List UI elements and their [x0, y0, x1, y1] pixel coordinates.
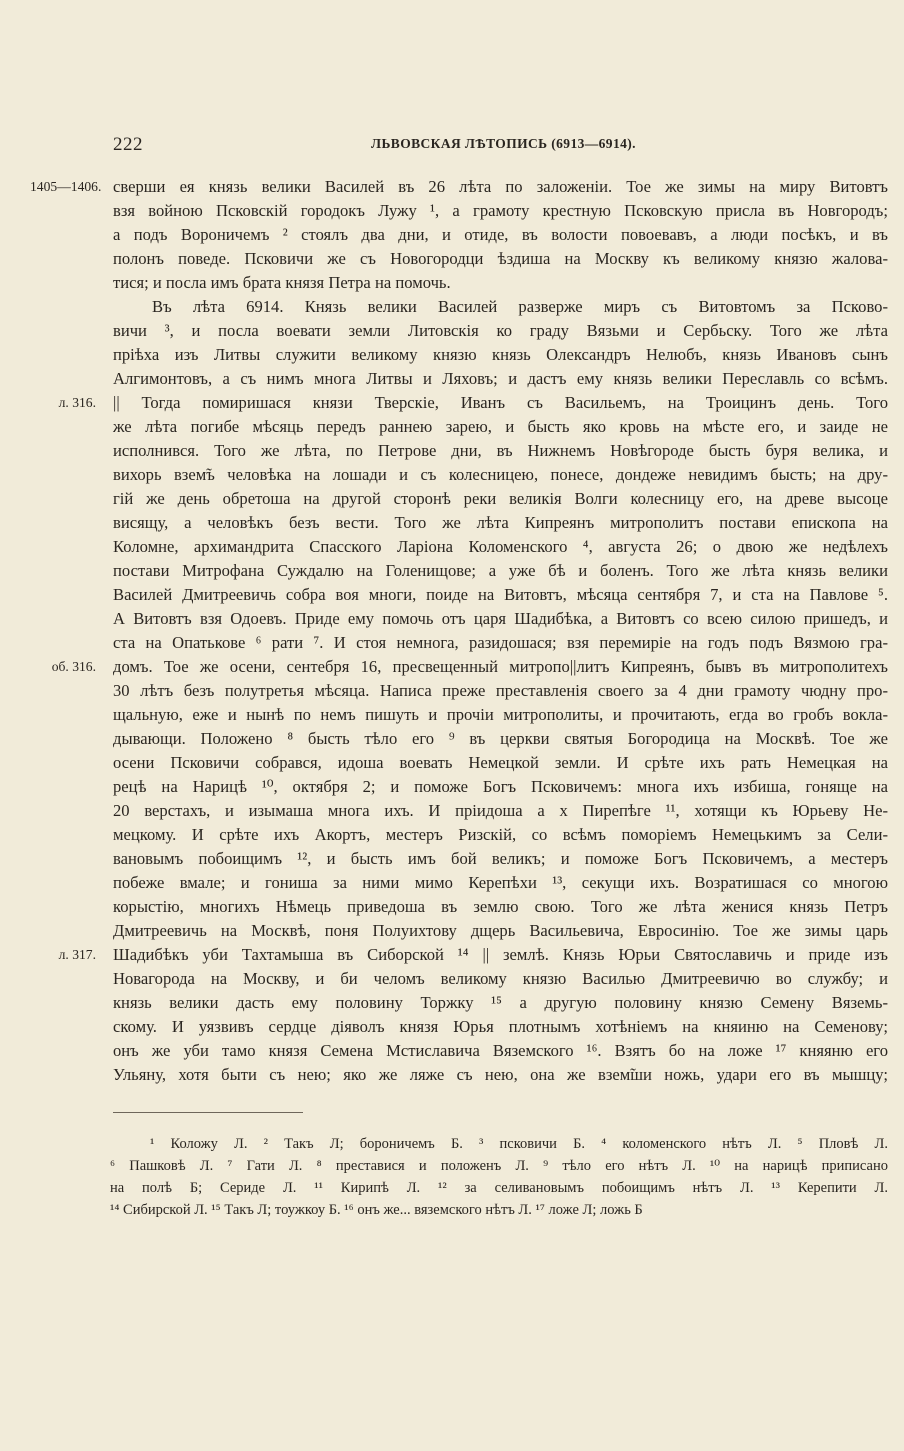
text-line: осени Псковичи собрався, идоша воевать Немецкой земли. И срѣте ихъ рать Немецкая на: [113, 753, 888, 772]
margin-leaf-316-verso: об. 316.: [51, 659, 96, 674]
page-header: [113, 134, 893, 160]
text-line: Коломне, архимандрита Спасского Ларіона Коломенского ⁴, августа 26; о двою же недѣлехъ: [113, 537, 888, 556]
text-line: пріѣха изъ Литвы служити великому князю князь Олександръ Нелюбъ, князь Ивановъ сынъ: [113, 345, 888, 364]
text-line: сверши ея князь велики Василей въ 26 лѣта по заложеніи. Тое же зимы на миру Витовтъ: [113, 177, 888, 196]
text-line: рецѣ на Нарицѣ ¹⁰, октября 2; и поможе Богъ Псковичемъ: многа ихъ избиша, гоняще на: [113, 777, 888, 796]
text-line: мецкому. И срѣте ихъ Акортъ, местеръ Ризскій, со всѣмъ поморіемъ Немецькимъ за Сели-: [113, 825, 888, 844]
text-line: Шадибѣкъ уби Тахтамыша въ Сиборской ¹⁴ || землѣ. Князь Юрьи Святославичь и приде изъ: [113, 945, 888, 964]
footnote-separator: [113, 1112, 303, 1113]
text-line: ста на Опатькове ⁶ рати ⁷. И стоя немнога, разидошася; взя перемиріе на годъ подъ Вязмою гра-: [113, 633, 888, 652]
text-line: побеже вмале; и гониша за ними мимо Керепѣхи ¹³, секущи ихъ. Возратишася со многою: [113, 873, 888, 892]
text-line: вановымъ побоищимъ ¹², и бысть имъ бой великъ; и поможе Богъ Псковичемъ, а местеръ: [113, 849, 888, 868]
text-line: щальную, еже и нынѣ по немъ пишуть и прочіи митрополиты, и прочитають, егда во гробъ вокла-: [113, 705, 888, 724]
text-line: вихорь взем̃ъ человѣка на лошади и съ колесницею, понесе, дондеже невидимъ бысть; на дру-: [113, 465, 888, 484]
page-number: 222: [113, 134, 143, 155]
text-line: || Тогда помиришася князи Тверскіе, Иванъ съ Васильемъ, на Троицинъ день. Того: [113, 393, 888, 412]
text-line: 30 лѣтъ безъ полутретья мѣсяца. Написа преже преставленія своего за 4 дни грамоту чюдну про-: [113, 681, 888, 700]
text-line: постави Митрофана Суждалю на Голенищове; а уже бѣ и боленъ. Того же лѣта князь велики: [113, 561, 888, 580]
text-line: гій же день обретоша на другой сторонѣ реки великія Волги колесницу его, на древе высоце: [113, 489, 888, 508]
text-line: исполнився. Того же лѣта, по Петрове дни, въ Нижнемъ Новѣгороде бысть буря велика, и: [113, 441, 888, 460]
footnote-line: ⁶ Пашковѣ Л. ⁷ Гати Л. ⁸ преставися и положенъ Л. ⁹ тѣло его нѣтъ Л. ¹⁰ на нарицѣ приписано: [110, 1158, 888, 1174]
text-line: взя войною Псковскій городокъ Лужу ¹, а грамоту крестную Псковскую присла въ Новгородъ;: [113, 201, 888, 220]
margin-leaf-316: л. 316.: [58, 395, 96, 410]
text-line: дывающи. Положено ⁸ бысть тѣло его ⁹ въ церкви святыя Богородица на Москвѣ. Тое же: [113, 729, 888, 748]
margin-years: 1405—1406.: [30, 179, 102, 194]
footnote-line: ¹⁴ Сибирской Л. ¹⁵ Такъ Л; тоужкоу Б. ¹⁶ онъ же... вяземского нѣтъ Л. ¹⁷ ложе Л; ложь Б: [110, 1202, 643, 1218]
text-line: А Витовтъ взя Одоевъ. Приде ему помочь отъ царя Шадибѣка, а Витовтъ со всею силою пришедъ, и: [113, 609, 888, 628]
text-line: полонъ поведе. Псковичи же съ Новогородци ѣздиша на Москву къ великому князю жалова-: [113, 249, 888, 268]
text-line: скому. И уязвивъ сердце діяволъ князя Юрья плотнымъ хотѣніемъ на княиню на Семенову;: [113, 1017, 888, 1036]
margin-leaf-317: л. 317.: [58, 947, 96, 962]
text-line: корыстію, многихъ Нѣмець приведоша въ землю свою. Того же лѣта женися князь Петръ: [113, 897, 888, 916]
text-line: же лѣта погибе мѣсяць передъ раннею зарею, и бысть яко кровь на мѣсте его, и заиде не: [113, 417, 888, 436]
text-line: Новагорода на Москву, и би челомъ великому князю Василью Дмитреевичю во службу; и: [113, 969, 888, 988]
text-line: Дмитреевичь на Москвѣ, поня Полуихтову дщерь Васильевича, Евросинію. Тое же зимы царь: [113, 921, 888, 940]
text-line: домъ. Тое же осени, сентебря 16, пресвещенный митропо||литъ Кипреянъ, бывъ въ митрополитехъ: [113, 657, 888, 676]
text-line: князь велики дасть ему половину Торжку ¹⁵ а другую половину князю Семену Вяземь-: [113, 993, 888, 1012]
running-title: ЛЬВОВСКАЯ ЛѢТОПИСЬ (6913—6914).: [371, 136, 636, 151]
text-line: Ульяну, хотя быти съ нею; яко же ляже съ нею, она же взем̃ши ножь, удари его въ мышцу;: [113, 1065, 888, 1084]
text-line: 20 верстахъ, и изымаша многа ихъ. И пріидоша а х Пирепѣге ¹¹, хотящи къ Юрьеву Не-: [113, 801, 888, 820]
text-line: Алгимонтовъ, а съ нимъ многа Литвы и Ляховъ; и дастъ ему князь велики Переславль со всѣмъ.: [113, 369, 888, 388]
text-line: а подъ Вороничемъ ² стоялъ два дни, и отиде, въ волости повоевавъ, а люди посѣкъ, и въ: [113, 225, 888, 244]
text-line: онъ же уби тамо князя Семена Мстиславича Вяземского ¹⁶. Взятъ бо на ложе ¹⁷ княяню его: [113, 1041, 888, 1060]
footnote-line: ¹ Коложу Л. ² Такъ Л; бороничемъ Б. ³ псковичи Б. ⁴ коломенского нѣтъ Л. ⁵ Пловѣ Л.: [150, 1136, 888, 1152]
footnote-line: на полѣ Б; Сериде Л. ¹¹ Кирипѣ Л. ¹² за селивановымъ побоищимъ нѣтъ Л. ¹³ Керепити Л.: [110, 1180, 888, 1196]
text-line: вичи ³, и посла воевати земли Литовскія ко граду Вязьми и Сербьску. Того же лѣта: [113, 321, 888, 340]
text-line: Въ лѣта 6914. Князь велики Василей разверже миръ съ Витовтомъ за Псково-: [152, 297, 888, 316]
text-line: тися; и посла имъ брата князя Петра на помочь.: [113, 273, 451, 292]
text-line: висящу, а человѣкъ безъ вести. Того же лѣта Кипреянъ митрополитъ постави епископа на: [113, 513, 888, 532]
text-line: Василей Дмитреевичь собра воя многи, поиде на Витовтъ, мѣсяца сентября 7, и ста на Павлове ⁵.: [113, 585, 888, 604]
